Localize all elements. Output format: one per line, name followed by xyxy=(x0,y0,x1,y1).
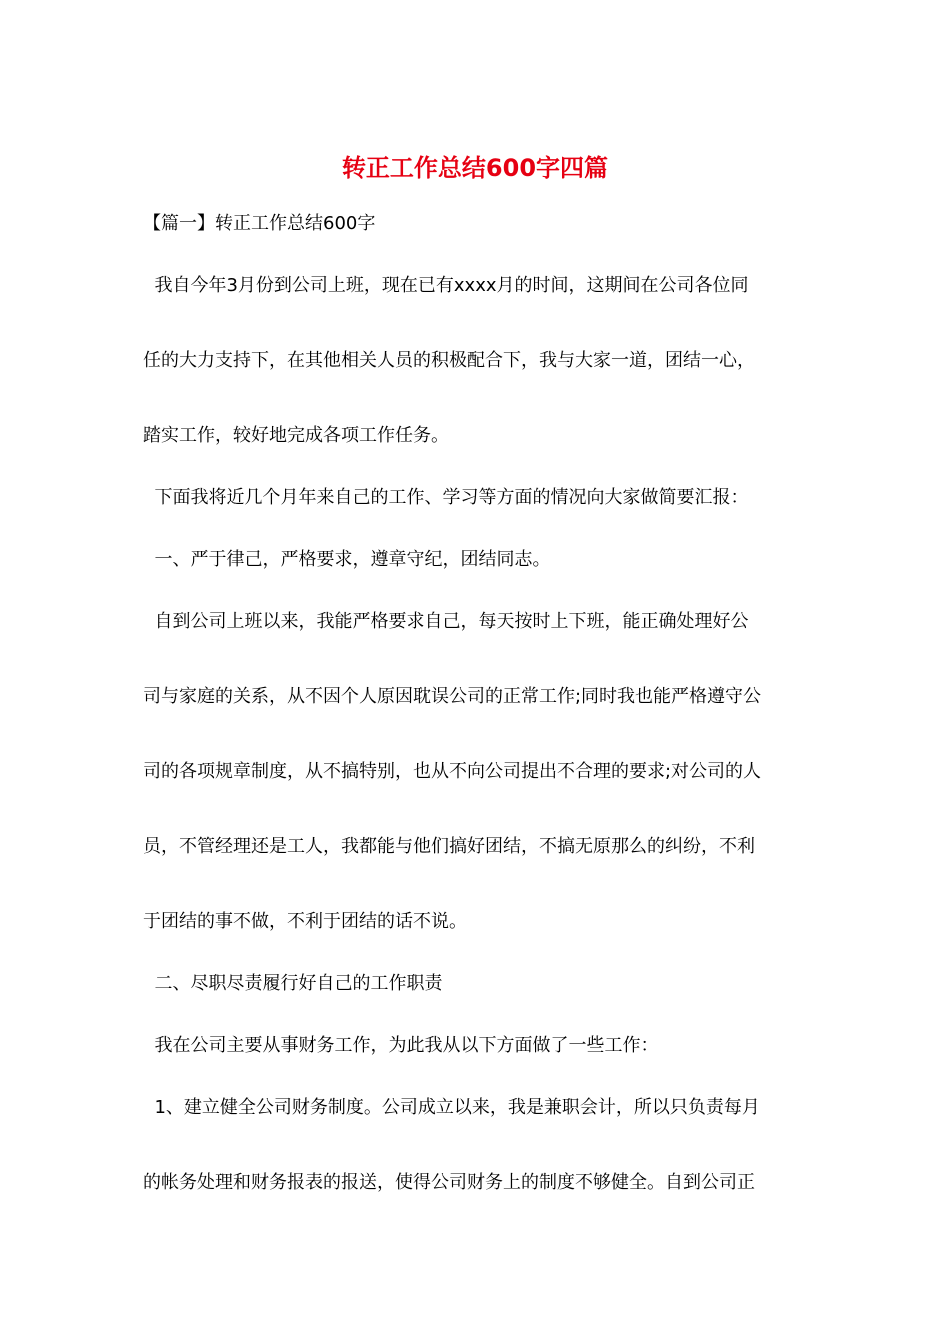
subheading-1: 一、严于律己，严格要求，遵章守纪，团结同志。 xyxy=(143,549,551,570)
paragraph-line: 于团结的事不做，不利于团结的话不说。 xyxy=(143,911,467,932)
subheading-2: 二、尽职尽责履行好自己的工作职责 xyxy=(143,973,443,994)
paragraph-line: 的帐务处理和财务报表的报送，使得公司财务上的制度不够健全。自到公司正 xyxy=(143,1172,755,1193)
paragraph-line: 1、建立健全公司财务制度。公司成立以来，我是兼职会计，所以只负责每月 xyxy=(143,1097,760,1118)
paragraph-line: 我自今年3月份到公司上班，现在已有xxxx月的时间，这期间在公司各位同 xyxy=(143,275,749,296)
paragraph-line: 自到公司上班以来，我能严格要求自己，每天按时上下班，能正确处理好公 xyxy=(143,611,749,632)
paragraph-line: 我在公司主要从事财务工作，为此我从以下方面做了一些工作： xyxy=(143,1035,659,1056)
paragraph-line: 司与家庭的关系，从不因个人原因耽误公司的正常工作;同时我也能严格遵守公 xyxy=(143,686,762,707)
paragraph-line: 司的各项规章制度，从不搞特别，也从不向公司提出不合理的要求;对公司的人 xyxy=(143,761,762,782)
section-heading-1: 【篇一】转正工作总结600字 xyxy=(143,213,376,234)
paragraph-line: 任的大力支持下，在其他相关人员的积极配合下，我与大家一道，团结一心， xyxy=(143,350,755,371)
document-title: 转正工作总结600字四篇 xyxy=(341,154,609,182)
paragraph-line: 下面我将近几个月年来自己的工作、学习等方面的情况向大家做简要汇报： xyxy=(143,487,749,508)
paragraph-line: 踏实工作，较好地完成各项工作任务。 xyxy=(143,425,449,446)
paragraph-line: 员，不管经理还是工人，我都能与他们搞好团结，不搞无原那么的纠纷，不利 xyxy=(143,836,755,857)
